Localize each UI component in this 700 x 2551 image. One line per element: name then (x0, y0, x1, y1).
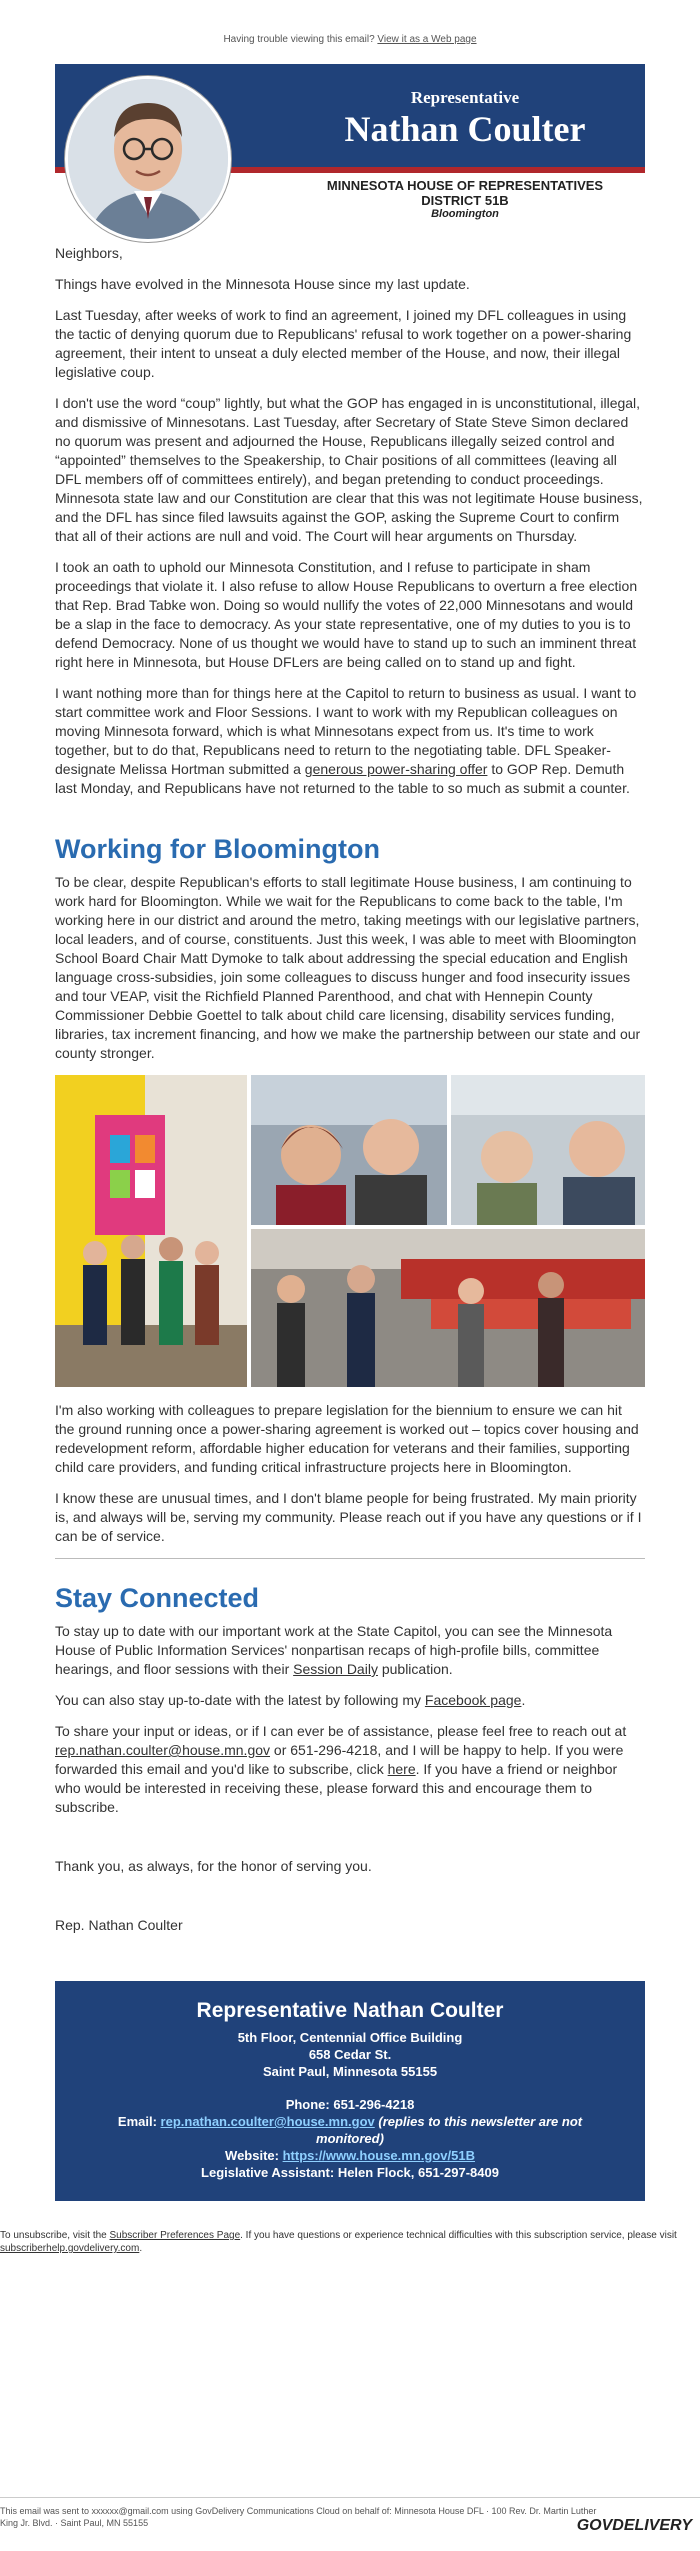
photo-collage (55, 1075, 645, 1387)
photo-tour (251, 1229, 645, 1387)
footer-website-line (55, 2147, 645, 2164)
paragraph: I don't use the word “coup” lightly, but what the GOP has engaged in is unconstitutional, illegal, and dismissive of Minnesotans. Last Tuesday, after Secretary of State Steve Simon declared no quorum was present and adjourned the House, Republicans illegally seized control and “appointed” themselves to the Speakership, to Chair positions of all committees (leaving all DFL members off of committees entirely), and began pretending to conduct proceedings. Minnesota state law and our Constitution are clear that this was not legitimate House business, and the DFL has since filed lawsuits against the GOP, asking the Supreme Court to confirm that all of their actions are null and void. The Court will hear arguments on Thursday. (55, 395, 643, 544)
city-name: Bloomington (431, 208, 499, 220)
footer-website-label: Website: (225, 2148, 279, 2163)
paragraph: To be clear, despite Republican's efforts to stall legitimate House business, I am continuing to work hard for Bloomington. While we wait for the Republicans to come back to the table, I'm working here in our district and around the metro, taking meetings with our legislative partners, local leaders, and of course, constituents. Just this week, I was able to meet with Bloomington School Board Chair Matt Dymoke to talk about addressing the special education and English language cross-subsidies, join some colleagues to discuss hunger and food insecurity issues and tour VEAP, visit the Richfield Planned Parenthood, and chat with Hennepin County Commissioner Debbie Goettel to talk about child care licensing, disability services funding, libraries, tax increment financing, and how we make the partnership between our state and our county stronger. (55, 874, 641, 1061)
power-sharing-offer-link[interactable]: generous power-sharing offer (304, 761, 488, 777)
email-link[interactable]: rep.nathan.coulter@house.mn.gov (55, 1742, 271, 1758)
paragraph-text: publication. (377, 1661, 453, 1677)
subscriber-help-link[interactable]: subscriberhelp.govdelivery.com (0, 2243, 140, 2254)
avatar (65, 76, 231, 242)
footer-email-link[interactable]: rep.nathan.coulter@house.mn.gov (160, 2114, 375, 2129)
paragraph-text: . (521, 1692, 526, 1708)
paragraph-text: I want nothing more than for things here at the Capitol to return to business as usual. I want to start committee work and Floor Sessions. I want to work with my Republican colleagues on moving Minnesota forward, which is what Minnesotans expect from us. It's time to work together, but to do that, Republicans need to return to the negotiating table. DFL Speaker-designate Melissa Hortman submitted a (55, 685, 637, 777)
paragraph: Last Tuesday, after weeks of work to find an agreement, I joined my DFL colleagues in using the tactic of denying quorum due to Republicans' refusal to work together on a power-sharing agreement, their intent to unseat a duly elected member of the House, and now, their illegal legislative coup. (55, 307, 632, 380)
paragraph-text: or 651-296-4218, and I will be happy to help. If you were forwarded this email and you'd like to subscribe, click (55, 1742, 624, 1777)
photo-selfie-2 (451, 1075, 645, 1225)
header-kicker: Representative (410, 88, 520, 107)
delivery-text: This email was sent to xxxxxx@gmail.com using GovDelivery Communications Cloud on behalf of: Minnesota House DFL · 100 Rev. Dr. Martin Luther King Jr. Blvd. · Saint Paul, MN 55155 (0, 2506, 597, 2528)
greeting: Neighbors, (55, 245, 123, 261)
paragraph (55, 1691, 645, 1710)
paragraph (55, 1622, 645, 1679)
subscribe-link[interactable]: here (387, 1761, 416, 1777)
closing: Thank you, as always, for the honor of serving you. (55, 1858, 372, 1874)
letter-content (55, 244, 645, 1935)
photo-group-meeting (55, 1075, 247, 1387)
photo-selfie-1 (251, 1075, 447, 1225)
footer-email-note: (replies to this newsletter are not monitored) (316, 2114, 583, 2146)
email-body (55, 64, 645, 2201)
contact-footer (55, 1981, 645, 2201)
footer-address-line: 5th Floor, Centennial Office Building (237, 2030, 463, 2045)
signature: Rep. Nathan Coulter (55, 1917, 183, 1933)
paragraph (55, 1722, 645, 1817)
paragraph: I know these are unusual times, and I don't blame people for being frustrated. My main priority is, and always will be, serving my community. Please reach out if you have any questions or if I can be of service. (55, 1490, 642, 1544)
section-divider (55, 1558, 645, 1559)
district-name: DISTRICT 51B (421, 193, 509, 208)
footer-email-line (55, 2113, 645, 2147)
section-heading-bloomington: Working for Bloomington (55, 834, 380, 864)
facebook-link[interactable]: Facebook page (424, 1692, 522, 1708)
web-view-link[interactable]: View it as a Web page (377, 34, 477, 45)
paragraph-text: to GOP Rep. Demuth last Monday, and Republicans have not returned to the table to so much as submit a counter. (55, 761, 630, 796)
footer-address-line: 658 Cedar St. (308, 2047, 392, 2062)
footer-title: Representative Nathan Coulter (196, 1999, 504, 2022)
unsubscribe-text: . If you have questions or experience technical difficulties with this subscription service, please visit (240, 2230, 677, 2241)
delivery-info (0, 2505, 700, 2545)
unsubscribe-note (0, 2201, 700, 2255)
paragraph: Things have evolved in the Minnesota House since my last update. (55, 276, 470, 292)
header-name: Nathan Coulter (344, 109, 586, 149)
paragraph-text: To stay up to date with our important work at the State Capitol, you can see the Minnesota House of Public Information Services' nonpartisan recaps of high-profile bills, committee hearings, and floor sessions with their (55, 1623, 613, 1677)
footer-address-line: Saint Paul, Minnesota 55155 (262, 2064, 438, 2079)
web-view-note (0, 0, 700, 64)
section-heading-connected: Stay Connected (55, 1583, 260, 1613)
unsubscribe-text: . (139, 2243, 143, 2254)
govdelivery-logo: GOVDELIVERY (576, 2517, 692, 2534)
chamber-name: MINNESOTA HOUSE OF REPRESENTATIVES (326, 178, 604, 193)
session-daily-link[interactable]: Session Daily (293, 1661, 378, 1677)
paragraph-text: . If you have a friend or neighbor who would be interested in receiving these, please forward this and encourage them to subscribe. (55, 1761, 618, 1815)
unsubscribe-text: To unsubscribe, visit the (0, 2230, 110, 2241)
paragraph-text: To share your input or ideas, or if I can ever be of assistance, please feel free to reach out at (55, 1723, 627, 1739)
web-view-text: Having trouble viewing this email? (223, 34, 375, 45)
divider (0, 2497, 700, 2498)
paragraph: I'm also working with colleagues to prepare legislation for the biennium to ensure we can hit the ground running once a power-sharing agreement is worked out – topics cover housing and redevelopment reform, affordable higher education for veterans and their families, supporting child care providers, and funding critical infrastructure projects here in Bloomington. (55, 1402, 639, 1475)
paragraph: I took an oath to uphold our Minnesota Constitution, and I refuse to participate in sham proceedings that violate it. I also refuse to allow House Republicans to overturn a free election that Rep. Brad Tabke won. Doing so would nullify the votes of 22,000 Minnesotans and would be a slap in the face to democracy. As your state representative, one of my duties to you is to defend Democracy. None of us thought we would have to stand up to such an imminent threat right here in Minnesota, but House DFLers are being called on to stand up and fight. (55, 559, 638, 670)
portrait-image (68, 79, 228, 239)
footer-phone: Phone: 651-296-4218 (285, 2097, 415, 2112)
footer-website-link[interactable]: https://www.house.mn.gov/51B (282, 2148, 475, 2163)
paragraph-text: You can also stay up-to-date with the latest by following my (55, 1692, 425, 1708)
subscriber-preferences-link[interactable]: Subscriber Preferences Page (109, 2230, 241, 2241)
footer-assistant: Legislative Assistant: Helen Flock, 651-297-8409 (201, 2165, 499, 2180)
paragraph (55, 684, 645, 798)
footer-email-label: Email: (117, 2114, 157, 2129)
